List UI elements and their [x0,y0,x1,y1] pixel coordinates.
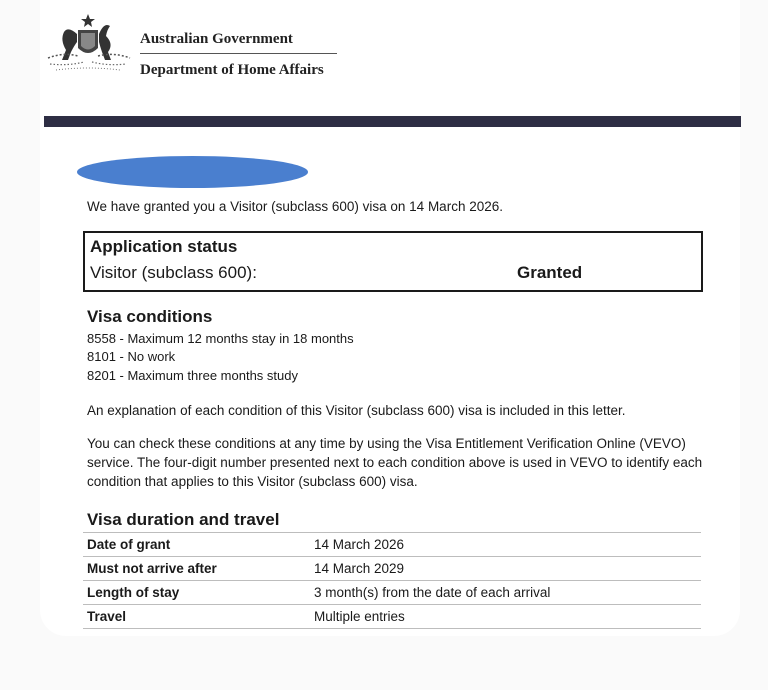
redacted-name [77,156,308,188]
row-label: Must not arrive after [87,561,217,576]
condition-item: 8201 - Maximum three months study [87,368,298,383]
grant-sentence: We have granted you a Visitor (subclass 600) visa on 14 March 2026. [87,199,503,214]
row-label: Travel [87,609,127,624]
header-bar [44,116,741,127]
header-divider [140,53,337,54]
status-visa-name: Visitor (subclass 600): [90,263,257,282]
row-value: 14 March 2026 [314,537,405,552]
conditions-explanation: An explanation of each condition of this Visitor (subclass 600) visa is included in this letter. [87,403,626,418]
condition-item: 8101 - No work [87,349,176,364]
department-name: Department of Home Affairs [140,62,324,78]
status-title: Application status [90,237,238,256]
status-value: Granted [517,263,583,282]
condition-item: 8558 - Maximum 12 months stay in 18 months [87,331,354,346]
row-value: 3 month(s) from the date of each arrival [314,585,551,600]
duration-table [83,532,701,629]
row-value: Multiple entries [314,609,405,624]
conditions-title: Visa conditions [87,307,213,326]
government-name: Australian Government [140,31,293,47]
table-row [83,605,701,629]
application-status-box [83,231,703,292]
row-label: Length of stay [87,585,180,600]
table-row [83,532,701,557]
coat-of-arms-logo [44,12,132,74]
row-label: Date of grant [87,537,171,552]
vevo-note: You can check these conditions at any time by using the Visa Entitlement Verification Online (VEVO) service. The four-digit number presented next to each condition above is used in VEVO to identify each condition that applies to this Visitor (subclass 600) visa. [87,436,703,489]
row-value: 14 March 2029 [314,561,405,576]
table-row [83,557,701,581]
table-row [83,581,701,605]
duration-title: Visa duration and travel [87,510,280,529]
